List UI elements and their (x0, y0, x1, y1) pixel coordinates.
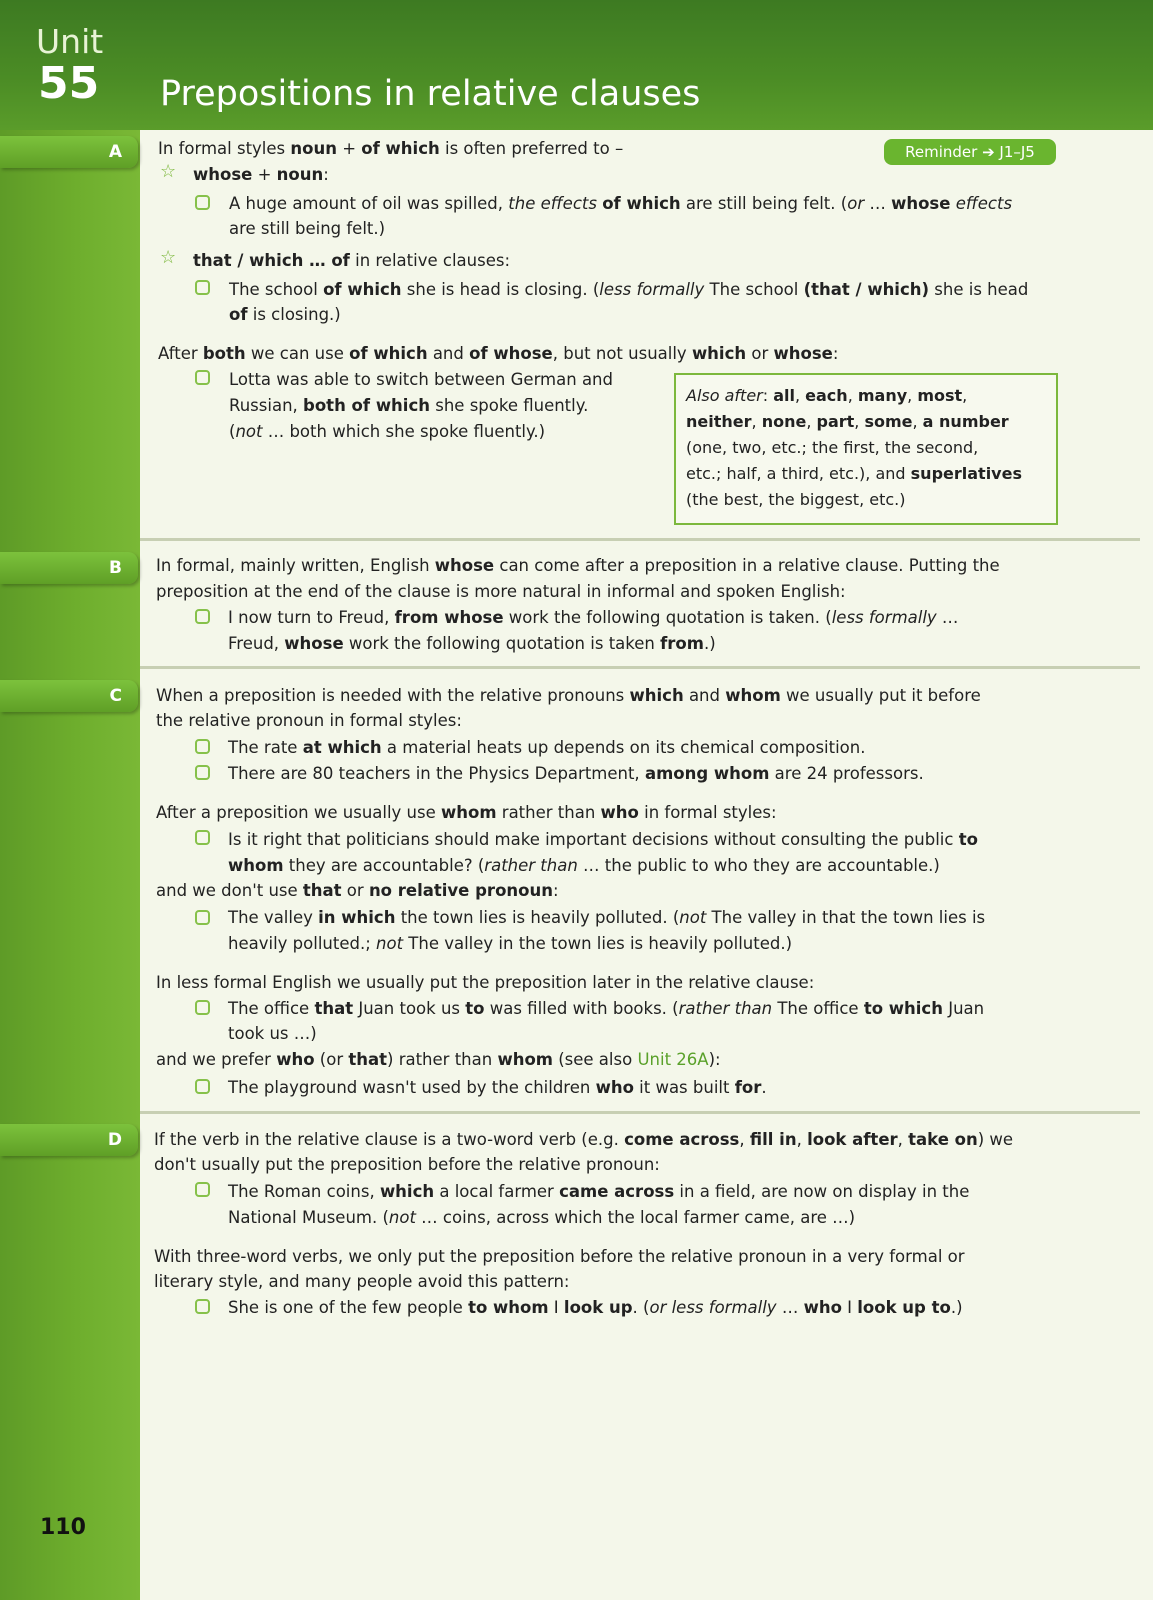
section-d-example-1-line-1: The Roman coins, which a local farmer came across in a field, are now on display in the (228, 1182, 970, 1201)
section-tab-b: B (0, 552, 138, 584)
section-d-example-2: She is one of the few people to whom I look up. (or less formally … who I look up to.) (228, 1298, 963, 1317)
example-checkbox-icon (195, 1182, 210, 1197)
section-c-example-6: The playground wasn't used by the children who it was built for. (228, 1078, 767, 1097)
section-b-line-2: preposition at the end of the clause is more natural in informal and spoken English: (156, 582, 846, 601)
section-d-line-4: literary style, and many people avoid this pattern: (154, 1272, 570, 1291)
section-c-line-2: the relative pronoun in formal styles: (156, 711, 462, 730)
section-c-example-4-line-1: The valley in which the town lies is heavily polluted. (not The valley in that the town lies is (228, 908, 986, 927)
section-a-example-1-line-1: A huge amount of oil was spilled, the effects of which are still being felt. (or … whose effects (229, 194, 1013, 213)
section-a-example-3-line-2: Russian, both of which she spoke fluently. (229, 396, 589, 415)
note-line-5: (the best, the biggest, etc.) (686, 490, 906, 509)
unit-number: 55 (38, 58, 100, 109)
example-checkbox-icon (195, 830, 210, 845)
section-a-point-1: whose + noun: (193, 165, 329, 184)
section-a-example-1-line-2: are still being felt.) (229, 219, 386, 238)
example-checkbox-icon (195, 195, 210, 210)
section-c-line-3: After a preposition we usually use whom rather than who in formal styles: (156, 803, 777, 822)
section-d-example-1-line-2: National Museum. (not … coins, across which the local farmer came, are …) (228, 1208, 856, 1227)
example-checkbox-icon (195, 1000, 210, 1015)
example-checkbox-icon (195, 739, 210, 754)
example-checkbox-icon (195, 609, 210, 624)
section-c-example-3-line-1: Is it right that politicians should make important decisions without consulting the public to (228, 830, 978, 849)
section-c-example-3-line-2: whom they are accountable? (rather than … the public to who they are accountable.) (228, 856, 940, 875)
section-d-line-3: With three-word verbs, we only put the preposition before the relative pronoun in a very formal or (154, 1247, 965, 1266)
section-divider (140, 1111, 1140, 1114)
section-c-line-6: and we prefer who (or that) rather than whom (see also Unit 26A): (156, 1050, 721, 1069)
section-tab-c: C (0, 680, 138, 712)
section-c-example-2: There are 80 teachers in the Physics Department, among whom are 24 professors. (228, 764, 924, 783)
section-a-example-2-line-2: of is closing.) (229, 305, 341, 324)
star-icon: ☆ (160, 161, 177, 182)
header-banner (0, 0, 1153, 130)
note-line-3: (one, two, etc.; the first, the second, (686, 438, 979, 457)
page-title: Prepositions in relative clauses (160, 74, 701, 114)
note-line-2: neither, none, part, some, a number (686, 412, 1009, 431)
example-checkbox-icon (195, 765, 210, 780)
example-checkbox-icon (195, 280, 210, 295)
section-a-after-both: After both we can use of which and of whose, but not usually which or whose: (158, 344, 839, 363)
also-after-note-box (674, 373, 1058, 525)
note-line-4: etc.; half, a third, etc.), and superlatives (686, 464, 1022, 483)
section-divider (140, 538, 1140, 541)
star-icon: ☆ (160, 247, 177, 268)
example-checkbox-icon (195, 1299, 210, 1314)
example-checkbox-icon (195, 1079, 210, 1094)
reminder-link[interactable]: Reminder ➔ J1–J5 (884, 139, 1056, 165)
example-checkbox-icon (195, 370, 210, 385)
section-a-example-2-line-1: The school of which she is head is closing. (less formally The school (that / which) she is head (229, 280, 1029, 299)
section-c-line-5: In less formal English we usually put the preposition later in the relative clause: (156, 973, 815, 992)
section-tab-d: D (0, 1124, 138, 1156)
example-checkbox-icon (195, 910, 210, 925)
section-a-example-3-line-3: (not … both which she spoke fluently.) (229, 422, 546, 441)
sidebar (0, 0, 140, 1600)
section-d-line-2: don't usually put the preposition before the relative pronoun: (154, 1155, 660, 1174)
section-d-line-1: If the verb in the relative clause is a two-word verb (e.g. come across, fill in, look after, take on) we (154, 1130, 1014, 1149)
section-a-intro: In formal styles noun + of which is often preferred to – (158, 139, 624, 158)
section-a-point-2: that / which … of in relative clauses: (193, 251, 511, 270)
unit-26a-link[interactable]: Unit 26A (637, 1050, 709, 1069)
section-a-example-3-line-1: Lotta was able to switch between German and (229, 370, 613, 389)
section-tab-a: A (0, 136, 138, 168)
unit-label: Unit (36, 22, 104, 61)
section-b-line-1: In formal, mainly written, English whose can come after a preposition in a relative clause. Putting the (156, 556, 1000, 575)
page-number: 110 (40, 1515, 86, 1540)
section-c-example-5-line-1: The office that Juan took us to was filled with books. (rather than The office to which Juan (228, 999, 985, 1018)
section-c-example-4-line-2: heavily polluted.; not The valley in the town lies is heavily polluted.) (228, 934, 793, 953)
section-divider (140, 666, 1140, 669)
section-c-line-1: When a preposition is needed with the relative pronouns which and whom we usually put it before (156, 686, 981, 705)
section-c-line-4: and we don't use that or no relative pronoun: (156, 881, 559, 900)
section-c-example-5-line-2: took us …) (228, 1024, 317, 1043)
section-b-example-line-2: Freud, whose work the following quotation is taken from.) (228, 634, 716, 653)
section-b-example-line-1: I now turn to Freud, from whose work the following quotation is taken. (less formally … (228, 608, 959, 627)
note-line-1: Also after: all, each, many, most, (686, 386, 968, 405)
section-c-example-1: The rate at which a material heats up depends on its chemical composition. (228, 738, 866, 757)
